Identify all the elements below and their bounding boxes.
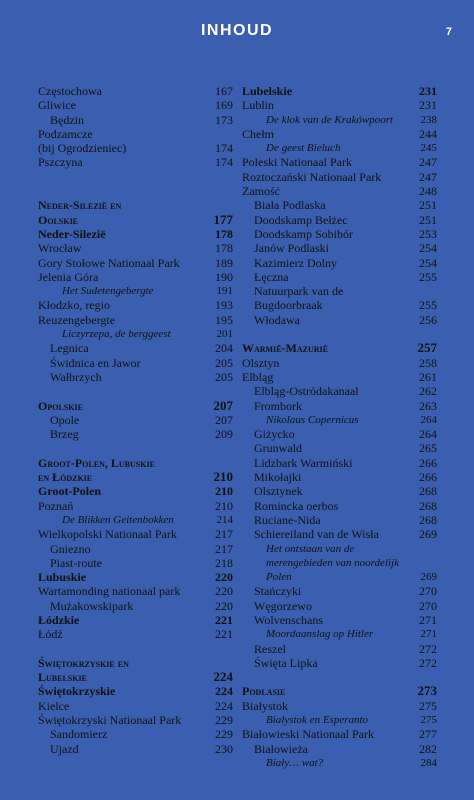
toc-entry-title: Stańczyki <box>254 584 302 599</box>
toc-section-heading <box>38 399 233 413</box>
toc-entry <box>38 327 233 341</box>
toc-entry <box>38 599 233 613</box>
toc-entry <box>242 456 437 470</box>
toc-entry <box>38 727 233 741</box>
toc-entry <box>242 413 437 427</box>
toc-entry-title: Ujazd <box>50 741 79 756</box>
toc-entry-title: Włodawa <box>254 312 300 327</box>
toc-entry-page: 220 <box>215 584 233 599</box>
toc-entry-page: 204 <box>215 341 233 356</box>
toc-entry-page: 272 <box>419 641 437 656</box>
toc-entry-title: Ruciane-Nida <box>254 512 321 527</box>
toc-entry-title: Wałbrzych <box>50 369 102 384</box>
toc-entry-title: Gliwice <box>38 98 76 113</box>
toc-entry <box>242 499 437 513</box>
toc-entry-page: 231 <box>419 84 437 98</box>
toc-entry <box>38 127 233 141</box>
toc-entry-title: Gory Stołowe Nationaal Park <box>38 255 180 270</box>
section-spacer <box>38 642 233 656</box>
toc-entry <box>242 270 437 284</box>
toc-entry <box>242 584 437 598</box>
toc-entry <box>38 284 233 298</box>
toc-entry-title: Grunwald <box>254 441 302 456</box>
toc-entry <box>242 370 437 384</box>
toc-entry-page: 230 <box>215 741 233 756</box>
section-spacer <box>38 441 233 455</box>
toc-entry <box>242 170 437 184</box>
toc-entry-page: 238 <box>420 113 437 126</box>
toc-entry <box>38 341 233 355</box>
toc-entry-title: Chełm <box>242 126 274 141</box>
toc-entry-page: 210 <box>215 498 233 513</box>
toc-entry-page: 256 <box>419 312 437 327</box>
toc-entry-title: Wartamonding nationaal park <box>38 584 181 599</box>
toc-entry-page: 275 <box>420 714 437 727</box>
toc-entry-title: (bij Ogrodzieniec) <box>38 141 127 156</box>
toc-entry <box>38 370 233 384</box>
toc-entry-title: Będzin <box>50 112 84 127</box>
toc-entry-title: Het Sudetengebergte <box>62 285 154 298</box>
toc-entry-title: Podzamcze <box>38 126 93 141</box>
toc-entry-title: Kazimierz Dolny <box>254 255 337 270</box>
toc-entry-page: 209 <box>215 427 233 442</box>
toc-entry-title: Kłodzko, regio <box>38 298 110 313</box>
toc-entry-title: Giżycko <box>254 427 295 442</box>
toc-entry-title: Świętokrzyskie en <box>38 655 129 670</box>
toc-entry-title: Święta Lipka <box>254 655 318 670</box>
toc-entry-title: Podlasie <box>242 684 286 699</box>
toc-entry-title: Świętokrzyski Nationaal Park <box>38 713 182 728</box>
toc-entry-title: Biała Podlaska <box>254 198 326 213</box>
toc-column-right <box>242 84 437 770</box>
toc-entry-title: Białowieża <box>254 741 308 756</box>
toc-section-heading <box>38 670 233 684</box>
toc-entry <box>242 284 437 298</box>
toc-entry-page: 268 <box>419 512 437 527</box>
section-spacer <box>242 670 437 684</box>
toc-entry-title: Opolskie <box>38 398 83 413</box>
toc-entry-page: 248 <box>419 184 437 199</box>
toc-entry-title: Moordaanslag op Hitler <box>266 628 374 641</box>
toc-entry-title: merengebieden van noordelijk <box>266 556 399 569</box>
toc-entry-title: Świętokrzyskie <box>38 684 116 699</box>
toc-entry-title: De geest Bieluch <box>266 142 341 155</box>
toc-entry <box>38 141 233 155</box>
toc-entry-page: 275 <box>419 698 437 713</box>
toc-entry <box>242 113 437 127</box>
toc-entry <box>38 241 233 255</box>
toc-entry-title: Białystok <box>242 698 289 713</box>
toc-entry <box>38 413 233 427</box>
toc-entry-title: De klok van de Krakówpoort <box>266 113 394 126</box>
toc-entry-title: Wrocław <box>38 241 82 256</box>
toc-entry-page: 284 <box>420 756 437 769</box>
toc-entry-page: 178 <box>215 226 233 241</box>
toc-section-heading <box>38 213 233 227</box>
toc-entry-page: 244 <box>419 126 437 141</box>
toc-entry <box>38 270 233 284</box>
toc-entry <box>38 513 233 527</box>
toc-entry-title: Zamość <box>242 184 280 199</box>
toc-entry <box>38 613 233 627</box>
toc-entry-page: 221 <box>215 612 233 627</box>
toc-entry-title: Węgorzewo <box>254 598 312 613</box>
toc-entry-title: Lubuskie <box>38 570 87 585</box>
toc-entry-title: Łódzkie <box>38 612 80 627</box>
toc-entry-page: 231 <box>419 98 437 113</box>
section-spacer <box>38 170 233 184</box>
section-spacer <box>242 327 437 341</box>
toc-entry-title: Schiereiland van de Wisła <box>254 527 379 542</box>
toc-entry-page: 247 <box>419 169 437 184</box>
toc-entry-title: Het ontstaan van de <box>266 542 355 555</box>
toc-entry-title: Białowieski Nationaal Park <box>242 727 374 742</box>
toc-entry <box>242 613 437 627</box>
toc-entry-title: Lublin <box>242 98 274 113</box>
toc-entry-title: Warmië-Mazurië <box>242 341 328 356</box>
toc-entry-page: 210 <box>215 484 233 499</box>
toc-entry <box>38 98 233 112</box>
toc-entry-page: 271 <box>420 628 437 641</box>
toc-entry <box>242 513 437 527</box>
toc-entry <box>38 527 233 541</box>
toc-entry <box>242 542 437 556</box>
toc-entry <box>242 155 437 169</box>
toc-entry-page: 177 <box>213 211 233 227</box>
toc-entry <box>242 141 437 155</box>
toc-entry <box>242 256 437 270</box>
toc-entry-page: 167 <box>215 84 233 98</box>
toc-entry-title: Olsztynek <box>254 484 303 499</box>
toc-entry-page: 269 <box>420 571 437 584</box>
toc-entry-title: Roztoczański Nationaal Park <box>242 169 382 184</box>
toc-entry <box>38 155 233 169</box>
toc-entry-title: Jelenia Góra <box>38 269 99 284</box>
toc-entry <box>38 84 233 98</box>
toc-entry-page: 271 <box>419 612 437 627</box>
toc-section-heading <box>38 656 233 670</box>
toc-entry-page: 262 <box>419 384 437 399</box>
toc-entry-title: Lubelskie <box>242 84 293 98</box>
toc-entry <box>38 356 233 370</box>
toc-entry-page: 263 <box>419 398 437 413</box>
toc-entry-page: 174 <box>215 141 233 156</box>
toc-entry-title: Romincka oerbos <box>254 498 339 513</box>
toc-entry <box>242 656 437 670</box>
toc-entry-title: Wolvenschans <box>254 612 324 627</box>
toc-entry-page: 220 <box>215 570 233 585</box>
toc-entry-title: Bugdoorbraak <box>254 298 323 313</box>
toc-entry-page: 205 <box>215 369 233 384</box>
toc-entry-page: 210 <box>213 469 233 485</box>
toc-entry-page: 193 <box>215 298 233 313</box>
toc-entry <box>242 198 437 212</box>
toc-entry-title: Frombork <box>254 398 302 413</box>
toc-entry-title: Elbląg-Ostródakanaal <box>254 384 359 399</box>
toc-entry-title: Mikołajki <box>254 470 302 485</box>
toc-entry-title: Sandomierz <box>50 727 108 742</box>
toc-entry-page: 173 <box>215 112 233 127</box>
toc-entry-page: 282 <box>419 741 437 756</box>
section-spacer <box>38 184 233 198</box>
section-spacer <box>38 384 233 398</box>
toc-entry-title: Elbląg <box>242 369 274 384</box>
toc-entry-title: Mużakowskipark <box>50 598 134 613</box>
toc-section-heading <box>242 684 437 698</box>
toc-entry-page: 268 <box>419 498 437 513</box>
toc-entry <box>242 213 437 227</box>
toc-entry <box>38 627 233 641</box>
toc-entry-title: Doodskamp Bełżec <box>254 212 348 227</box>
toc-entry-title: Kielce <box>38 698 70 713</box>
page-header <box>0 0 474 62</box>
toc-entry-title: Groot-Polen <box>38 484 102 499</box>
toc-entry-page: 251 <box>419 198 437 213</box>
toc-entry <box>38 570 233 584</box>
toc-entry-page: 205 <box>215 355 233 370</box>
toc-entry <box>242 441 437 455</box>
toc-entry-page: 255 <box>419 298 437 313</box>
toc-entry-title: Łódź <box>38 627 63 642</box>
toc-entry-page: 224 <box>215 698 233 713</box>
toc-entry-title: Neder-Silezië en <box>38 198 122 213</box>
toc-entry-title: en Łódzkie <box>38 470 93 485</box>
toc-section-heading <box>38 198 233 212</box>
toc-entry-title: Natuurpark van de <box>254 284 344 299</box>
toc-section-heading <box>38 470 233 484</box>
toc-entry-page: 207 <box>215 412 233 427</box>
toc-entry-page: 201 <box>216 328 233 341</box>
toc-entry-page: 189 <box>215 255 233 270</box>
toc-entry-page: 229 <box>215 727 233 742</box>
toc-entry-page: 169 <box>215 98 233 113</box>
toc-entry <box>242 127 437 141</box>
toc-entry <box>242 298 437 312</box>
toc-entry <box>242 627 437 641</box>
toc-entry-page: 254 <box>419 241 437 256</box>
toc-entry-page: 266 <box>419 455 437 470</box>
toc-entry-page: 224 <box>213 669 233 685</box>
toc-entry-page: 247 <box>419 155 437 170</box>
toc-entry-page: 195 <box>215 312 233 327</box>
toc-entry-title: Świdnica en Jawor <box>50 355 141 370</box>
toc-entry <box>38 742 233 756</box>
toc-entry <box>38 427 233 441</box>
page-number: 7 <box>445 26 452 38</box>
toc-entry <box>38 542 233 556</box>
toc-entry <box>38 313 233 327</box>
toc-entry-title: Oolskie <box>38 212 79 227</box>
toc-entry-title: Biały… wat? <box>266 756 324 769</box>
toc-entry-title: Częstochowa <box>38 84 102 98</box>
toc-entry-page: 254 <box>419 255 437 270</box>
toc-entry-page: 270 <box>419 584 437 599</box>
toc-entry <box>242 241 437 255</box>
toc-entry <box>242 713 437 727</box>
toc-entry-title: Doodskamp Sobibór <box>254 226 353 241</box>
toc-entry-title: Legnica <box>50 341 89 356</box>
page-title: INHOUD <box>200 22 274 39</box>
toc-entry <box>242 484 437 498</box>
toc-entry-page: 270 <box>419 598 437 613</box>
toc-entry-page: 266 <box>419 470 437 485</box>
toc-entry <box>242 313 437 327</box>
toc-entry <box>242 742 437 756</box>
toc-entry-page: 229 <box>215 713 233 728</box>
toc-entry-title: Groot-Polen, Lubuskie <box>38 455 155 470</box>
toc-entry <box>242 227 437 241</box>
toc-entry <box>38 684 233 698</box>
toc-entry <box>242 384 437 398</box>
toc-entry-page: 273 <box>417 683 437 699</box>
toc-entry-title: Białystok en Esperanto <box>266 714 369 727</box>
toc-entry <box>242 642 437 656</box>
toc-entry-page: 217 <box>215 527 233 542</box>
toc-entry-page: 214 <box>216 513 233 526</box>
toc-entry-title: Piast-route <box>50 555 102 570</box>
toc-entry-title: Janów Podlaski <box>254 241 329 256</box>
toc-entry-title: Opole <box>50 412 80 427</box>
toc-entry <box>242 570 437 584</box>
toc-entry-page: 218 <box>215 555 233 570</box>
toc-entry <box>242 98 437 112</box>
toc-entry-page: 251 <box>419 212 437 227</box>
toc-entry-title: Gniezno <box>50 541 91 556</box>
toc-entry-title: Polen <box>266 571 292 584</box>
toc-entry-title: Neder-Silezië <box>38 226 106 241</box>
toc-entry-page: 277 <box>419 727 437 742</box>
toc-entry-title: Poleski Nationaal Park <box>242 155 352 170</box>
toc-entry-page: 245 <box>420 142 437 155</box>
toc-entry <box>242 727 437 741</box>
toc-entry-page: 269 <box>419 527 437 542</box>
toc-entry-page: 261 <box>419 369 437 384</box>
toc-entry-page: 253 <box>419 226 437 241</box>
toc-entry-page: 265 <box>419 441 437 456</box>
toc-entry <box>242 527 437 541</box>
toc-entry <box>38 484 233 498</box>
toc-column-left <box>38 84 233 756</box>
toc-entry-title: Brzeg <box>50 427 79 442</box>
toc-entry <box>38 713 233 727</box>
toc-entry <box>38 227 233 241</box>
toc-section-heading <box>242 341 437 355</box>
toc-entry <box>242 184 437 198</box>
toc-entry-page: 217 <box>215 541 233 556</box>
toc-entry <box>242 699 437 713</box>
toc-entry-page: 264 <box>420 413 437 426</box>
toc-entry <box>242 84 437 98</box>
toc-entry-page: 191 <box>216 285 233 298</box>
toc-entry <box>38 699 233 713</box>
toc-entry <box>242 427 437 441</box>
toc-entry-page: 268 <box>419 484 437 499</box>
toc-entry <box>242 556 437 570</box>
toc-entry <box>38 113 233 127</box>
toc-entry-page: 207 <box>213 397 233 413</box>
toc-entry <box>242 399 437 413</box>
toc-entry-title: Lubelskie <box>38 670 87 685</box>
toc-entry <box>38 584 233 598</box>
toc-entry-page: 257 <box>417 340 437 356</box>
toc-entry-title: Nikolaus Copernicus <box>266 413 359 426</box>
toc-entry-title: Poznań <box>38 498 74 513</box>
toc-entry-title: Liczyrzepa, de berggeest <box>62 328 171 341</box>
toc-entry <box>242 756 437 770</box>
toc-entry-title: Lidzbark Warmiński <box>254 455 353 470</box>
toc-entry-title: Olsztyn <box>242 355 280 370</box>
toc-entry-page: 224 <box>215 684 233 699</box>
toc-entry <box>242 356 437 370</box>
toc-entry <box>242 599 437 613</box>
toc-entry-page: 255 <box>419 269 437 284</box>
toc-entry-title: Łęczna <box>254 269 289 284</box>
toc-entry-title: Wielkopolski Nationaal Park <box>38 527 177 542</box>
toc-entry-page: 264 <box>419 427 437 442</box>
toc-entry-title: Pszczyna <box>38 155 83 170</box>
toc-entry-page: 272 <box>419 655 437 670</box>
toc-entry <box>38 256 233 270</box>
toc-entry <box>38 298 233 312</box>
toc-entry-page: 174 <box>215 155 233 170</box>
toc-entry-page: 220 <box>215 598 233 613</box>
toc-entry-page: 258 <box>419 355 437 370</box>
toc-entry-page: 221 <box>215 627 233 642</box>
toc-entry-page: 190 <box>215 269 233 284</box>
toc-section-heading <box>38 456 233 470</box>
toc-entry-title: De Blikken Geitenbokken <box>62 513 174 526</box>
toc-entry-title: Reszel <box>254 641 286 656</box>
toc-entry <box>38 556 233 570</box>
toc-entry <box>242 470 437 484</box>
toc-entry-title: Reuzengebergte <box>38 312 116 327</box>
toc-entry <box>38 499 233 513</box>
toc-entry-page: 178 <box>215 241 233 256</box>
